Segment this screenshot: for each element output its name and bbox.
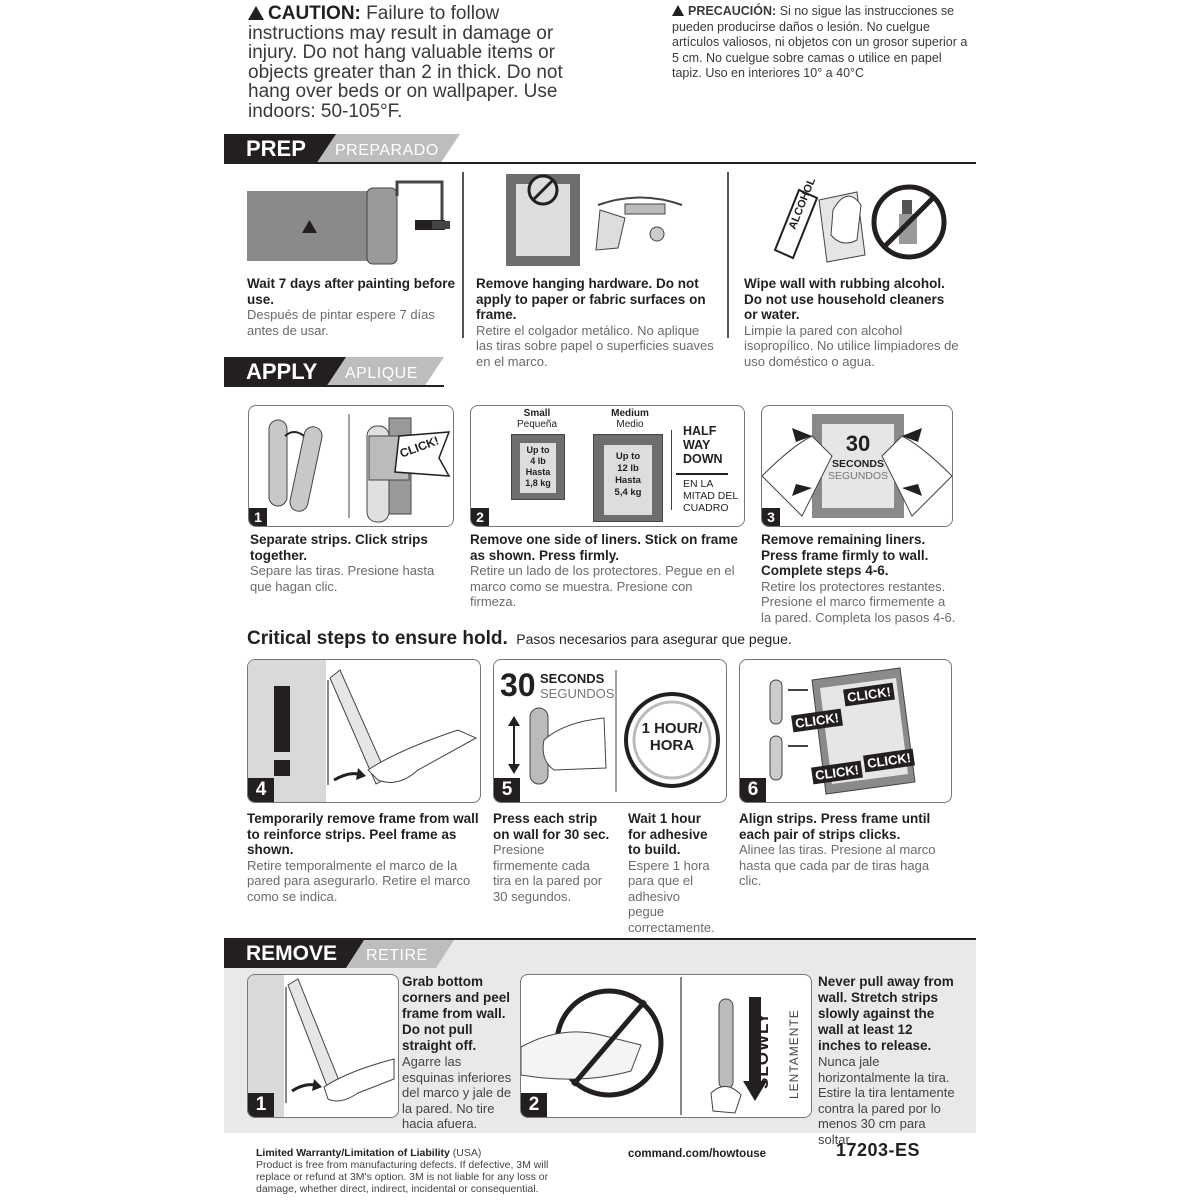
halfway-line-marker <box>676 473 728 475</box>
halfway-line: WAY <box>683 438 711 452</box>
warranty-block <box>256 1147 556 1195</box>
peel-frame-illustration <box>248 660 480 802</box>
separate-strips-illustration <box>249 406 453 526</box>
precaucion-label: PRECAUCIÓN: <box>688 4 777 18</box>
click-label: CLICK! <box>863 749 915 773</box>
caution-english <box>248 4 568 121</box>
prep-subtitle: PREPARADO <box>335 142 439 159</box>
step-number: 6 <box>740 778 766 802</box>
apply-header <box>224 357 464 387</box>
size-medium-es: Medio <box>616 419 644 430</box>
hour-es: HORA <box>649 737 695 754</box>
weight-line: Up to <box>526 445 550 455</box>
slowly-en: SLOWLY <box>753 1011 772 1089</box>
weight-line: 4 lb <box>530 456 546 466</box>
seconds-number: 30 <box>500 667 536 703</box>
prep-rule <box>224 162 976 164</box>
product-code: 17203-ES <box>836 1140 921 1160</box>
step-number: 5 <box>494 778 520 802</box>
step-number: 1 <box>249 508 267 526</box>
halfway-line: EN LA <box>683 478 714 490</box>
seconds-es: SEGUNDOS <box>540 686 615 701</box>
seconds-en: SECONDS <box>832 458 884 470</box>
step-number: 2 <box>471 508 489 526</box>
step-text-es: Después de pintar espere 7 días antes de usar. <box>247 307 435 338</box>
apply-step-1-panel <box>248 405 454 527</box>
click-label: CLICK! <box>397 433 441 461</box>
step-text-es: Retire un lado de los protectores. Pegue en el marco como se muestra. Presione con firmeza. <box>470 563 735 609</box>
caution-label: CAUTION: <box>268 3 361 24</box>
seconds-es: SEGUNDOS <box>827 470 889 482</box>
warranty-region: (USA) <box>452 1147 482 1159</box>
prep-divider <box>727 172 729 338</box>
warning-icon <box>248 6 264 20</box>
howtouse-link[interactable]: command.com/howtouse <box>628 1148 767 1160</box>
apply-subtitle: APLIQUE <box>345 365 418 382</box>
exclamation-icon <box>274 686 290 752</box>
warranty-title: Limited Warranty/Limitation of Liability <box>256 1147 450 1159</box>
step-text-en: Remove remaining liners. Press frame firmly to wall. Complete steps 4-6. <box>761 532 929 578</box>
critical-wait-caption <box>628 811 715 935</box>
apply-step-2-panel <box>470 405 745 527</box>
weight-line: Up to <box>615 451 641 462</box>
slowly-es: LENTAMENTE <box>787 1009 801 1099</box>
hour-en: 1 HOUR/ <box>641 720 703 737</box>
step-text-en: Press each strip on wall for 30 sec. <box>493 811 610 842</box>
remove-step-1-panel <box>247 974 399 1118</box>
step-number: 4 <box>248 778 274 802</box>
click-label: CLICK! <box>791 709 843 733</box>
critical-step-5-panel <box>493 659 727 803</box>
critical-heading <box>247 628 792 650</box>
size-small-en: Small <box>523 408 551 419</box>
apply-rule <box>224 385 444 387</box>
remove-step-1-caption <box>402 974 514 1132</box>
step-text-en: Align strips. Press frame until each pair of strips clicks. <box>739 811 931 842</box>
remove-step-2-caption <box>818 974 958 1147</box>
step-text-en: Remove hanging hardware. Do not apply to paper or fabric surfaces on frame. <box>476 276 706 322</box>
halfway-en <box>683 424 723 466</box>
weight-line: 12 lb <box>617 463 639 474</box>
prep-title: PREP <box>246 136 306 161</box>
click-label: CLICK! <box>811 761 863 785</box>
weight-line: Hasta <box>615 475 641 486</box>
remove-subtitle: RETIRE <box>366 947 428 964</box>
critical-title-en: Critical steps to ensure hold. <box>247 628 508 649</box>
remove-step-2-panel <box>520 974 812 1118</box>
halfway-bracket <box>671 430 672 510</box>
prep-step-3 <box>744 276 959 369</box>
size-medium-en: Medium <box>611 408 649 419</box>
step-text-en: Wait 1 hour for adhesive to build. <box>628 811 708 857</box>
step-text-en: Never pull away from wall. Stretch strips slowly against the wall at least 12 inches to release. <box>818 974 954 1053</box>
medium-frame <box>593 434 663 522</box>
prep-header <box>224 134 464 164</box>
step-text-es: Retire los protectores restantes. Presione el marco firmemente a la pared. Completa los pasos 4-6. <box>761 578 956 625</box>
step-text-es: Presione firmemente cada tira en la pared por 30 segundos. <box>493 842 603 904</box>
critical-step-6-caption <box>739 811 954 889</box>
remove-header <box>224 940 464 968</box>
step-number: 1 <box>248 1093 274 1117</box>
apply-step-3-panel <box>761 405 953 527</box>
weight-line: Hasta <box>525 467 551 477</box>
seconds-en: SECONDS <box>540 671 605 686</box>
apply-title: APPLY <box>246 359 318 384</box>
apply-step-2-caption <box>470 532 740 610</box>
step-text-en: Grab bottom corners and peel frame from wall. Do not pull straight off. <box>402 974 511 1053</box>
halfway-line: HALF <box>683 424 717 438</box>
step-text-en: Wait 7 days after painting before use. <box>247 276 456 307</box>
halfway-line: MITAD DEL <box>683 490 739 502</box>
step-text-es: Espere 1 hora para que el adhesivo pegue correctamente. <box>628 857 715 935</box>
warning-icon <box>672 5 684 16</box>
step-text-es: Separe las tiras. Presione hasta que hagan clic. <box>250 563 435 594</box>
warranty-text: Product is free from manufacturing defects. If defective, 3M will replace or refund at 3M's option. 3M is not liable for any loss or damage, whether direct, indirect, incidental or consequential. <box>256 1159 549 1195</box>
size-small-es: Pequeña <box>516 419 558 430</box>
alcohol-wipe-illustration <box>757 170 957 270</box>
weight-line: 1,8 kg <box>525 478 551 488</box>
step-text-es: Nunca jale horizontalmente la tira. Estire la tira lentamente contra la pared por lo menos 30 cm para soltar. <box>818 1054 955 1147</box>
apply-step-1-caption <box>250 532 450 594</box>
remove-title: REMOVE <box>246 942 338 965</box>
caution-text: Failure to follow instructions may result in damage or injury. Do not hang valuable items or objects greater than 2 in thick. Do not hang over beds or on wallpaper. Use indoors: 50-105°F. <box>248 3 563 122</box>
paint-roller-illustration <box>247 176 452 268</box>
critical-step-4-caption <box>247 811 479 904</box>
prep-step-2 <box>476 276 716 369</box>
step-text-en: Wipe wall with rubbing alcohol. Do not use household cleaners or water. <box>744 276 945 322</box>
apply-step-3-caption <box>761 532 956 625</box>
step-text-en: Temporarily remove frame from wall to reinforce strips. Peel frame as shown. <box>247 811 479 857</box>
click-label: CLICK! <box>843 683 895 707</box>
align-strips-illustration <box>740 660 951 802</box>
critical-title-es: Pasos necesarios para asegurar que pegue. <box>516 631 792 647</box>
step-number: 2 <box>521 1093 547 1117</box>
halfway-line: CUADRO <box>683 502 729 514</box>
weight-line: 5,4 kg <box>614 487 642 498</box>
small-frame <box>511 434 565 500</box>
step-text-en: Remove one side of liners. Stick on frame as shown. Press firmly. <box>470 532 738 563</box>
prep-divider <box>462 172 464 338</box>
step-text-es: Retire el colgador metálico. No aplique las tiras sobre papel o superficies suaves en el marco. <box>476 322 714 369</box>
step-text-en: Separate strips. Click strips together. <box>250 532 428 563</box>
precaucion-text: Si no sigue las instrucciones se pueden producirse daños o lesión. No cuelgue artículos valiosos, ni objetos con un grosor superior a 5 cm. No cuelgue sobre camas o utilice en papel tapiz. Uso en interiores 10° a 40°C <box>672 4 968 80</box>
alcohol-label: ALCOHOL <box>786 176 819 232</box>
halfway-es <box>683 478 738 514</box>
step-text-es: Limpie la pared con alcohol isopropílico. No utilice limpiadores de uso doméstico o agua. <box>744 322 959 369</box>
prep-step-1 <box>247 276 457 338</box>
step-text-es: Retire temporalmente el marco de la pared para asegurarlo. Retire el marco como se indica. <box>247 857 471 904</box>
step-number: 3 <box>762 508 780 526</box>
halfway-line: DOWN <box>683 452 723 466</box>
step-text-es: Alinee las tiras. Presione al marco hasta que cada par de tiras haga clic. <box>739 842 936 888</box>
seconds-number: 30 <box>845 431 871 456</box>
remove-hardware-illustration <box>500 170 700 270</box>
critical-step-4-panel <box>247 659 481 803</box>
caution-spanish <box>672 4 972 82</box>
critical-step-6-panel <box>739 659 952 803</box>
step-text-es: Agarre las esquinas inferiores del marco y jale de la pared. No tire hacia afuera. <box>402 1054 512 1131</box>
critical-step-5-caption <box>493 811 611 904</box>
